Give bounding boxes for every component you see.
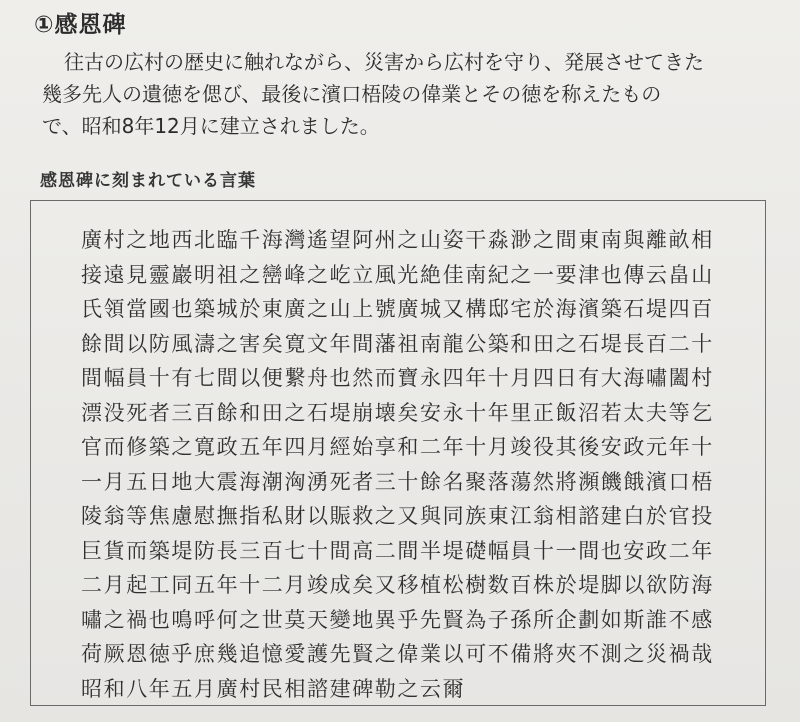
inscription-line: 官而修築之寛政五年四月經始享和二年十月竣役其後安政元年十: [81, 435, 714, 459]
inscription-line: 間幅員十有七間以便繋舟也然而寶永四年十月四日有大海嘯闔村: [81, 366, 714, 390]
intro-paragraph: [42, 46, 782, 142]
inscription-line: 廣村之地西北臨千海灣遙望阿州之山姿干淼渺之間東南與離畝相: [81, 228, 714, 252]
inscription-line: 陵翁等焦慮慰撫指私財以賑救之又與同族東江翁相諮建白於官投: [81, 504, 714, 528]
inscription-heading: 感恩碑に刻まれている言葉: [40, 171, 256, 191]
inscription-line: 巨貨而築堤防長三百七十間高二間半堤礎幅員十一間也安政二年: [81, 538, 714, 563]
inscription-line: 二月起工同五年十二月竣成矣又移植松樹数百株於堤脚以欲防海: [81, 573, 714, 597]
inscription-line: 荷厥恩徳乎庶幾追憶愛護先賢之偉業以可不備將夾不測之災禍哉: [81, 642, 714, 666]
inscription-box: [30, 200, 766, 706]
intro-line: 往古の広村の歴史に触れながら、災害から広村を守り、発展させてきた: [64, 50, 704, 74]
section-title: ①感恩碑: [34, 12, 127, 38]
inscription-text: [81, 223, 714, 706]
intro-line: で、昭和8年12月に建立されました。: [42, 114, 380, 138]
inscription-line: 餘間以防風濤之害矣寛文年間藩祖南龍公築和田之石堤長百二十: [81, 331, 714, 356]
inscription-line: 嘯之禍也鳴呼何之世莫天變地異乎先賢為子孫所企劃如斯誰不感: [81, 607, 714, 632]
inscription-line: 一月五日地大震海潮洶湧死者三十餘名聚落蕩然將瀕饑餓濱口梧: [81, 469, 714, 494]
inscription-line: 接遠見靈巖明祖之巒峰之屹立風光絶佳南紀之一要津也傳云畠山: [81, 262, 714, 287]
inscription-line: 氏領當國也築城於東廣之山上號廣城又構邸宅於海濱築石堤四百: [81, 297, 714, 321]
inscription-line: 昭和八年五月廣村民相諮建碑勒之云爾: [81, 676, 466, 701]
inscription-line: 漂没死者三百餘和田之石堤崩壊矣安永十年里正飯沼若太夫等乞: [81, 400, 714, 425]
intro-line: 幾多先人の遺徳を偲び、最後に濱口梧陵の偉業とその徳を称えたもの: [42, 82, 662, 106]
